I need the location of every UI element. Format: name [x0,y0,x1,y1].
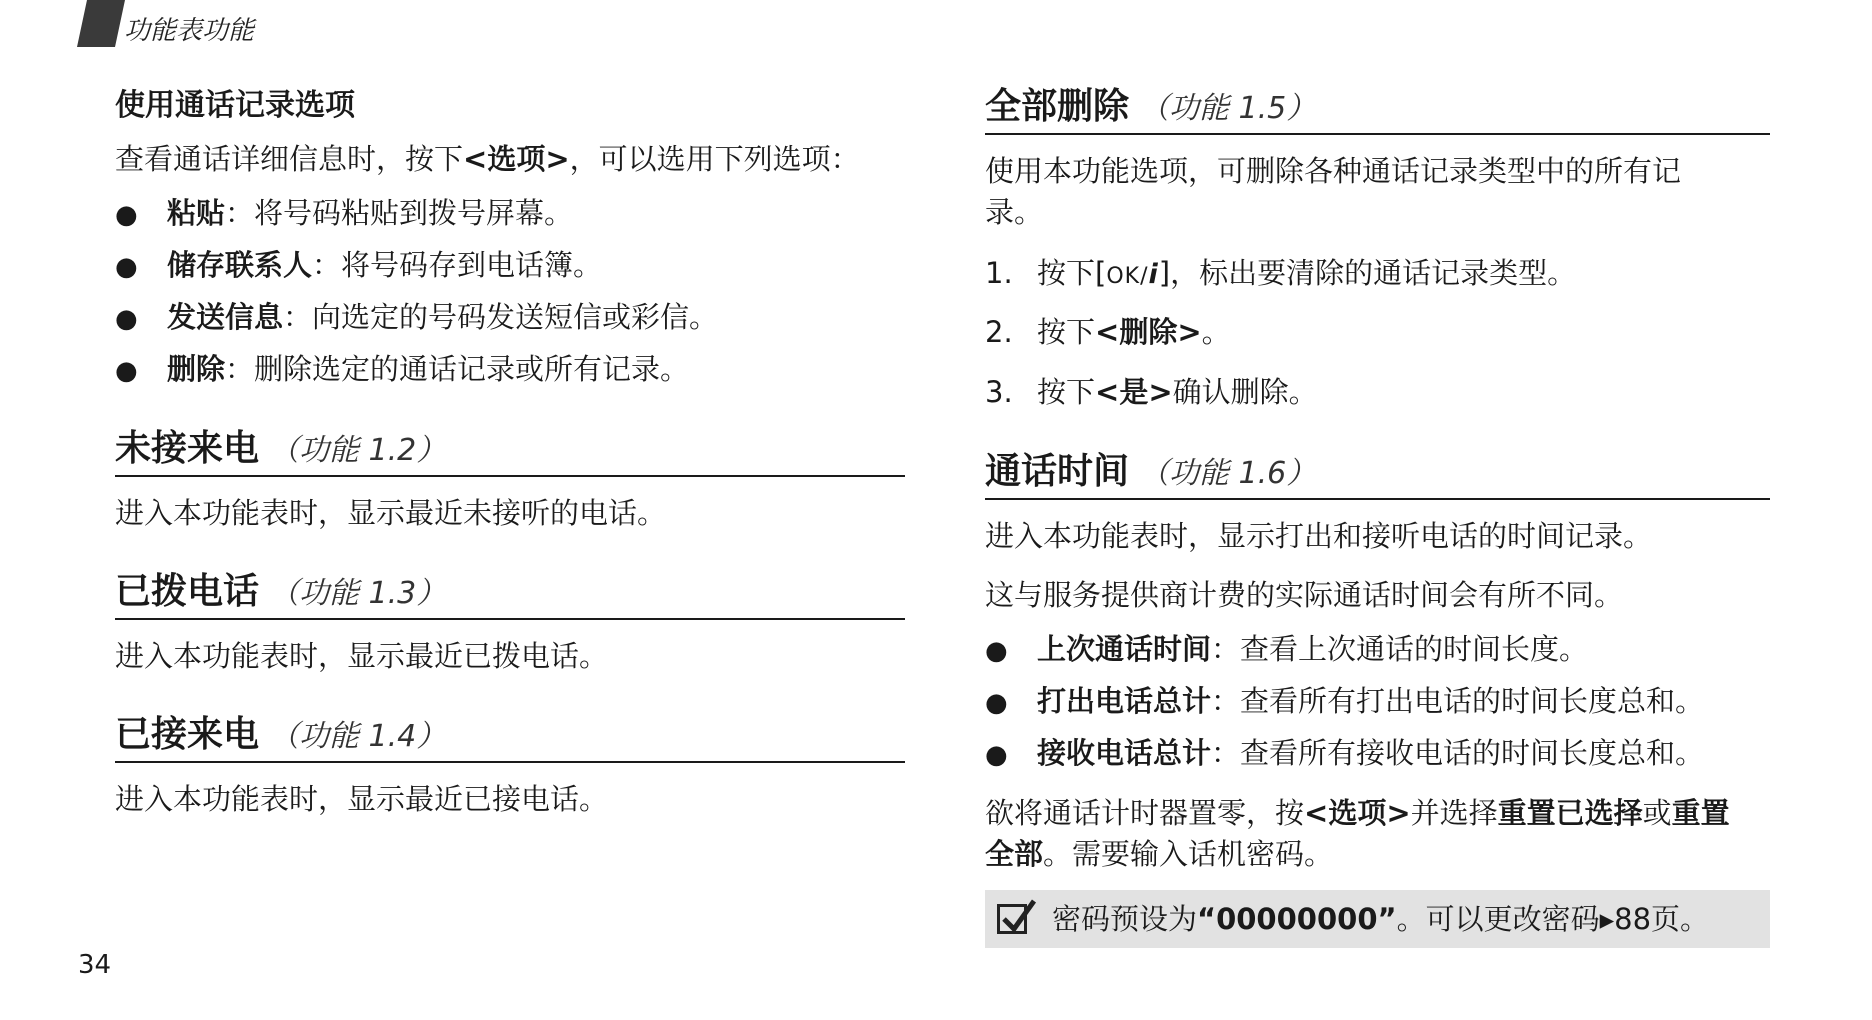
section-heading-call-time [985,443,1770,500]
bullet-icon: ● [115,304,138,334]
step-text: 。 [1201,315,1231,349]
option-term: 发送信息 [167,300,284,334]
step-text: 确认删除。 [1172,375,1318,409]
list-item [115,349,689,392]
page-number: 34 [78,950,112,980]
section-body-received: 进入本功能表时，显示最近已接电话。 [115,782,609,816]
menu-option: 重置 [1671,796,1730,830]
bullet-icon: ● [115,252,138,282]
step-number: 1. [985,256,1013,290]
ok-key-icon: OK/i [1106,259,1159,290]
default-password: “00000000” [1197,902,1397,936]
note-box [985,890,1770,948]
list-item [985,733,1704,776]
softkey-label: <选项> [1304,796,1411,830]
delete-all-intro [985,151,1770,233]
options-heading: 使用通话记录选项 [115,88,355,123]
bullet-icon: ● [985,688,1008,718]
bullet-icon: ● [985,636,1008,666]
options-intro-tail: ，可以选用下列选项： [569,142,860,176]
softkey-label: <是> [1095,375,1173,409]
section-func: （功能 1.3） [269,576,447,611]
section-title: 已接来电 [115,714,260,755]
checkbox-note-icon [997,904,1027,934]
section-title: 通话时间 [985,451,1130,492]
item-term: 接收电话总计 [1037,736,1212,770]
page-reference: 88页。 [1614,902,1710,936]
options-intro [115,139,905,180]
option-desc: ：将号码粘贴到拨号屏幕。 [225,196,574,230]
note-text: 密码预设为“00000000”。可以更改密码▸88页。 [1052,902,1710,936]
step-text: 按下[ [1037,256,1107,290]
softkey-label: <删除> [1095,315,1202,349]
header-accent-bar [77,0,125,47]
list-item [115,297,718,340]
list-item [985,629,1588,672]
option-term: 粘贴 [167,196,226,230]
section-title: 已拨电话 [115,571,260,612]
section-func: （功能 1.4） [269,719,447,754]
call-time-body: 进入本功能表时，显示打出和接听电话的时间记录。 [985,519,1653,553]
list-item [115,245,602,288]
list-item [985,681,1704,724]
section-title: 未接来电 [115,428,260,469]
section-func: （功能 1.2） [269,433,447,468]
options-intro-text: 查看通话详细信息时，按下 [115,142,464,176]
option-term: 删除 [167,352,226,386]
section-heading-delete-all [985,78,1770,135]
step-number: 2. [985,315,1013,349]
item-desc: ：查看所有接收电话的时间长度总和。 [1211,736,1705,770]
step-item [985,253,1576,297]
item-term: 上次通话时间 [1037,632,1212,666]
section-title: 全部删除 [985,86,1130,127]
section-heading-missed [115,420,905,477]
list-item [115,193,573,236]
menu-option: 重置已选择 [1497,796,1643,830]
intro-line: 录。 [985,195,1044,229]
step-item [985,312,1231,353]
section-heading-received [115,706,905,763]
section-func: （功能 1.6） [1139,456,1317,491]
step-item [985,372,1318,413]
item-term: 打出电话总计 [1037,684,1212,718]
call-time-note: 这与服务提供商计费的实际通话时间会有所不同。 [985,578,1624,612]
bullet-icon: ● [115,200,138,230]
option-desc: ：将号码存到电话簿。 [312,248,603,282]
intro-line: 使用本功能选项，可删除各种通话记录类型中的所有记 [985,154,1682,188]
section-body-missed: 进入本功能表时，显示最近未接听的电话。 [115,496,667,530]
step-text: 按下 [1037,375,1096,409]
item-desc: ：查看上次通话的时间长度。 [1211,632,1589,666]
options-key: <选项> [463,142,570,176]
reset-instructions: 欲将通话计时器置零，按<选项>并选择重置已选择或重置 全部。需要输入话机密码。 [985,796,1730,871]
option-desc: ：删除选定的通话记录或所有记录。 [225,352,690,386]
page-arrow-icon: ▸ [1599,902,1615,936]
step-text: 按下 [1037,315,1096,349]
option-term: 储存联系人 [167,248,313,282]
item-desc: ：查看所有打出电话的时间长度总和。 [1211,684,1705,718]
header-title: 功能表功能 [124,16,255,46]
step-number: 3. [985,375,1013,409]
section-heading-dialed [115,563,905,620]
bullet-icon: ● [985,740,1008,770]
section-body-dialed: 进入本功能表时，显示最近已拨电话。 [115,639,609,673]
bullet-icon: ● [115,356,138,386]
step-text: ]，标出要清除的通话记录类型。 [1158,256,1577,290]
menu-option: 全部 [985,837,1044,871]
section-func: （功能 1.5） [1139,91,1317,126]
option-desc: ：向选定的号码发送短信或彩信。 [283,300,719,334]
